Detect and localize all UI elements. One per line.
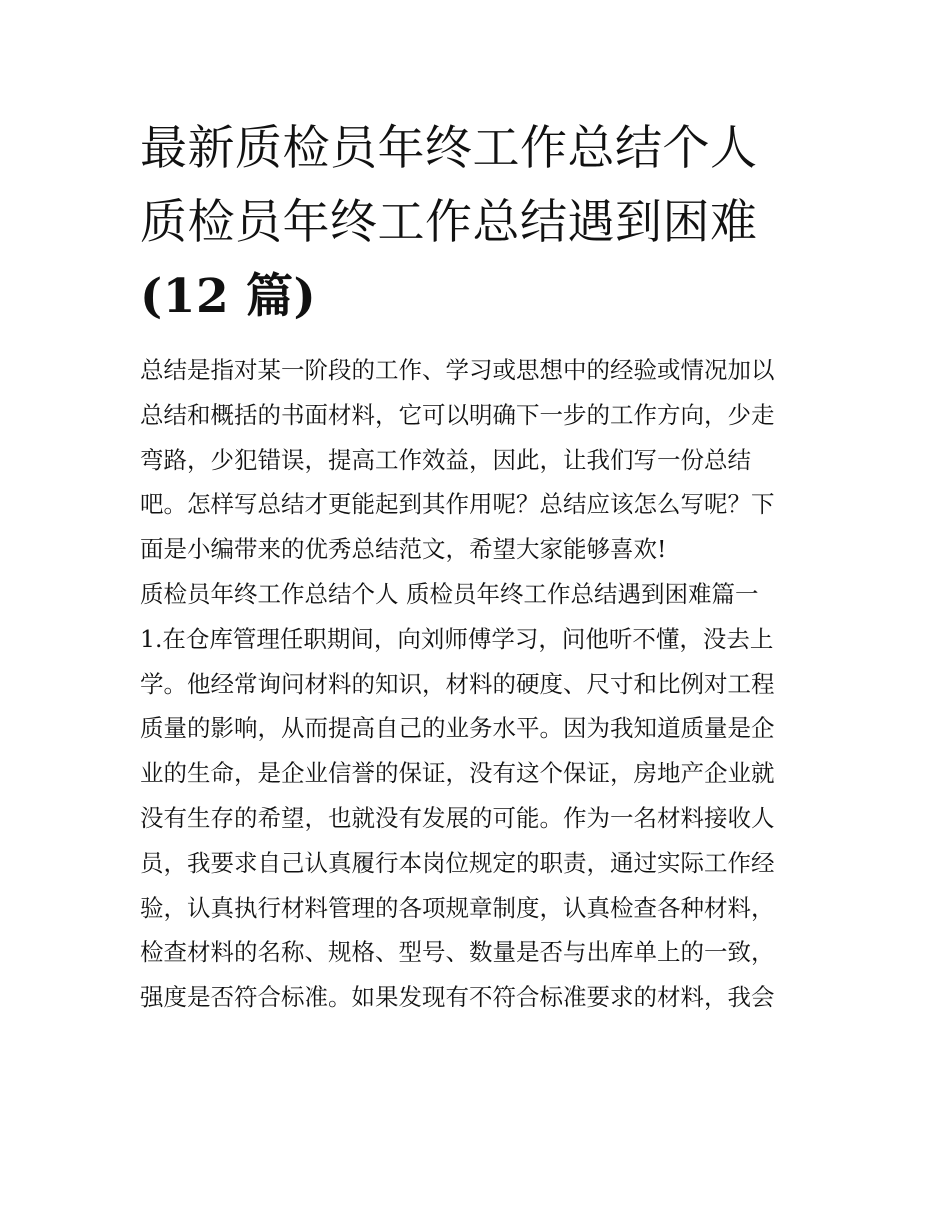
intro-line: 弯路，少犯错误，提高工作效益，因此，让我们写一份总结 [140, 445, 751, 474]
section-paragraph [140, 617, 820, 1020]
intro-line: 吧。怎样写总结才更能起到其作用呢？总结应该怎么写呢？下 [140, 490, 775, 519]
body-line: 检查材料的名称、规格、型号、数量是否与出库单上的一致， [140, 938, 775, 967]
document-content [140, 112, 820, 1020]
document-body [140, 348, 820, 1020]
body-line: 员，我要求自己认真履行本岗位规定的职责，通过实际工作经 [140, 848, 775, 877]
intro-line: 总结是指对某一阶段的工作、学习或思想中的经验或情况加以 [140, 356, 775, 384]
section-heading: 质检员年终工作总结个人 质检员年终工作总结遇到困难篇一 [140, 579, 759, 608]
body-line: 1.在仓库管理任职期间，向刘师傅学习，问他听不懂，没去上 [140, 624, 774, 653]
body-line: 没有生存的希望，也就没有发展的可能。作为一名材料接收人 [140, 803, 775, 832]
intro-line: 面是小编带来的优秀总结范文，希望大家能够喜欢! [140, 535, 667, 564]
title-line-1: 最新质检员年终工作总结个人 [140, 121, 758, 176]
intro-paragraph [140, 348, 820, 572]
body-line: 验，认真执行材料管理的各项规章制度，认真检查各种材料， [140, 893, 775, 922]
title-line-3: (12 篇) [140, 269, 317, 324]
document-title [140, 112, 820, 334]
body-line: 质量的影响，从而提高自己的业务水平。因为我知道质量是企 [140, 714, 775, 743]
body-line: 业的生命，是企业信誉的保证，没有这个保证，房地产企业就 [140, 759, 775, 788]
intro-line: 总结和概括的书面材料，它可以明确下一步的工作方向，少走 [140, 400, 775, 429]
body-line: 强度是否符合标准。如果发现有不符合标准要求的材料，我会 [140, 983, 775, 1012]
title-line-2: 质检员年终工作总结遇到困难 [140, 195, 758, 250]
body-line: 学。他经常询问材料的知识，材料的硬度、尺寸和比例对工程 [140, 669, 775, 698]
